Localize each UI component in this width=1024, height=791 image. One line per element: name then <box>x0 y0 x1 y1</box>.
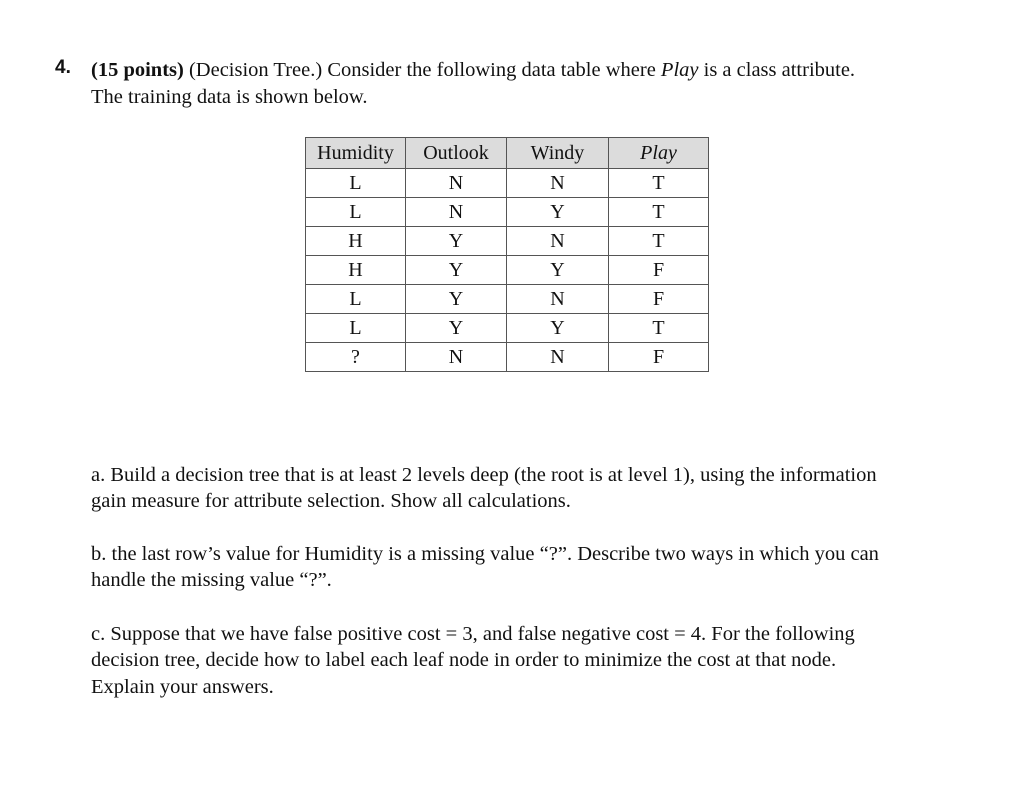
table-cell: F <box>609 256 709 285</box>
table-cell: T <box>609 198 709 227</box>
table-cell: H <box>306 227 406 256</box>
table-row <box>306 285 709 314</box>
table-cell: N <box>406 169 507 198</box>
table-cell: N <box>406 343 507 372</box>
table-cell: N <box>507 343 609 372</box>
part-b-line2: handle the missing value “?”. <box>91 569 332 591</box>
table-cell: N <box>507 285 609 314</box>
class-attribute-name: Play <box>660 59 699 81</box>
table-row <box>306 227 709 256</box>
points-label: (15 points) <box>91 59 184 81</box>
part-c-line2: decision tree, decide how to label each leaf node in order to minimize the cost at that node. <box>91 649 837 671</box>
table-cell: T <box>609 314 709 343</box>
part-a-line1: a. Build a decision tree that is at least 2 levels deep (the root is at level 1), using the information <box>91 464 877 486</box>
question-intro-line2: The training data is shown below. <box>91 86 368 108</box>
table-row <box>306 256 709 285</box>
table-cell: F <box>609 343 709 372</box>
table-cell: Y <box>507 256 609 285</box>
table-row <box>306 314 709 343</box>
question-intro-line1 <box>91 57 855 84</box>
table-cell: L <box>306 169 406 198</box>
column-header-outlook: Outlook <box>406 138 507 169</box>
intro-text-end: is a class attribute. <box>698 59 856 81</box>
table-cell: T <box>609 169 709 198</box>
table-row <box>306 343 709 372</box>
table-cell: L <box>306 314 406 343</box>
table-cell: N <box>507 169 609 198</box>
table-cell: Y <box>406 227 507 256</box>
table-cell: N <box>406 198 507 227</box>
table-cell: H <box>306 256 406 285</box>
intro-text: (Decision Tree.) Consider the following data table where <box>183 59 661 81</box>
part-b-line1: b. the last row’s value for Humidity is a missing value “?”. Describe two ways in which you can <box>91 543 879 565</box>
table-cell: Y <box>507 198 609 227</box>
table-cell: T <box>609 227 709 256</box>
table-cell: F <box>609 285 709 314</box>
table-cell: Y <box>406 256 507 285</box>
table-row <box>306 169 709 198</box>
part-a-line2: gain measure for attribute selection. Show all calculations. <box>91 490 571 512</box>
column-header-windy: Windy <box>507 138 609 169</box>
column-header-humidity: Humidity <box>306 138 406 169</box>
table-cell: ? <box>306 343 406 372</box>
table-row <box>306 198 709 227</box>
table-cell: N <box>507 227 609 256</box>
part-c-line1: c. Suppose that we have false positive cost = 3, and false negative cost = 4. For the following <box>91 623 855 645</box>
column-header-play: Play <box>609 138 709 169</box>
table-cell: L <box>306 285 406 314</box>
table-cell: L <box>306 198 406 227</box>
table-cell: Y <box>406 285 507 314</box>
table-cell: Y <box>406 314 507 343</box>
part-c-line3: Explain your answers. <box>91 676 274 698</box>
question-number: 4. <box>55 57 71 78</box>
table-cell: Y <box>507 314 609 343</box>
training-data-table <box>305 137 709 372</box>
